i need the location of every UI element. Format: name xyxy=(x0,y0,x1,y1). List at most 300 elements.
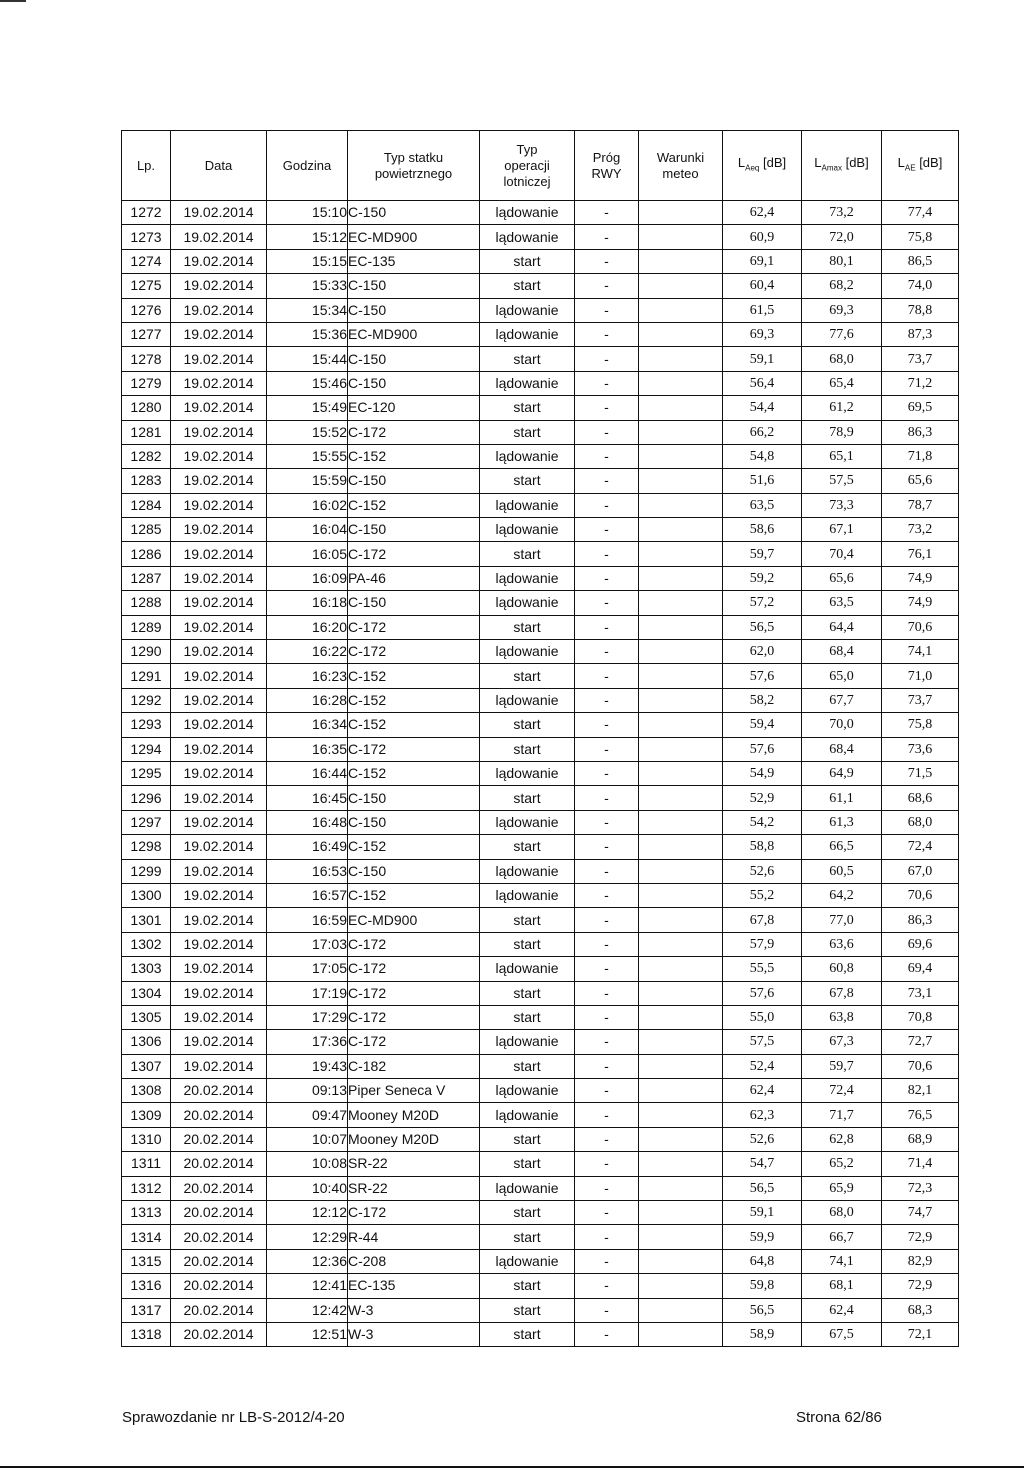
cell-runway: - xyxy=(575,420,639,444)
cell-laeq: 57,9 xyxy=(723,932,802,956)
cell-lae: 68,6 xyxy=(882,786,959,810)
cell-aircraft: EC-120 xyxy=(348,396,480,420)
cell-lamax: 67,5 xyxy=(802,1322,882,1346)
cell-lae: 68,9 xyxy=(882,1127,959,1151)
cell-weather xyxy=(639,1274,723,1298)
cell-aircraft: SR-22 xyxy=(348,1152,480,1176)
cell-operation: lądowanie xyxy=(480,371,575,395)
cell-weather xyxy=(639,1322,723,1346)
cell-lp: 1299 xyxy=(122,859,171,883)
cell-time: 12:36 xyxy=(267,1249,348,1273)
cell-weather xyxy=(639,371,723,395)
cell-lamax: 68,1 xyxy=(802,1274,882,1298)
cell-aircraft: C-208 xyxy=(348,1249,480,1273)
cell-lamax: 64,4 xyxy=(802,615,882,639)
cell-aircraft: C-172 xyxy=(348,957,480,981)
cell-laeq: 60,4 xyxy=(723,274,802,298)
cell-lamax: 63,6 xyxy=(802,932,882,956)
cell-lamax: 63,5 xyxy=(802,591,882,615)
cell-operation: lądowanie xyxy=(480,298,575,322)
cell-lae: 76,1 xyxy=(882,542,959,566)
cell-date: 19.02.2014 xyxy=(171,1030,267,1054)
cell-aircraft: Mooney M20D xyxy=(348,1127,480,1151)
cell-lamax: 74,1 xyxy=(802,1249,882,1273)
cell-laeq: 59,7 xyxy=(723,542,802,566)
cell-time: 16:34 xyxy=(267,713,348,737)
cell-lamax: 61,3 xyxy=(802,810,882,834)
table-row xyxy=(122,396,959,420)
cell-date: 19.02.2014 xyxy=(171,1054,267,1078)
cell-lamax: 68,0 xyxy=(802,347,882,371)
cell-laeq: 54,7 xyxy=(723,1152,802,1176)
cell-lamax: 64,2 xyxy=(802,883,882,907)
cell-laeq: 58,8 xyxy=(723,835,802,859)
table-row xyxy=(122,835,959,859)
cell-operation: start xyxy=(480,908,575,932)
cell-runway: - xyxy=(575,713,639,737)
table-row xyxy=(122,786,959,810)
cell-lamax: 65,1 xyxy=(802,444,882,468)
cell-aircraft: C-152 xyxy=(348,664,480,688)
cell-lp: 1277 xyxy=(122,322,171,346)
cell-runway: - xyxy=(575,810,639,834)
cell-lae: 74,1 xyxy=(882,640,959,664)
cell-weather xyxy=(639,883,723,907)
cell-aircraft: R-44 xyxy=(348,1225,480,1249)
cell-lamax: 77,6 xyxy=(802,322,882,346)
cell-weather xyxy=(639,225,723,249)
cell-operation: start xyxy=(480,1152,575,1176)
cell-lae: 87,3 xyxy=(882,322,959,346)
cell-lae: 69,6 xyxy=(882,932,959,956)
cell-weather xyxy=(639,761,723,785)
cell-weather xyxy=(639,1249,723,1273)
cell-time: 16:45 xyxy=(267,786,348,810)
cell-operation: lądowanie xyxy=(480,1030,575,1054)
cell-operation: lądowanie xyxy=(480,201,575,225)
cell-weather xyxy=(639,591,723,615)
cell-lae: 72,3 xyxy=(882,1176,959,1200)
cell-weather xyxy=(639,1201,723,1225)
noise-measurement-table xyxy=(121,130,959,1347)
cell-date: 19.02.2014 xyxy=(171,835,267,859)
cell-laeq: 66,2 xyxy=(723,420,802,444)
header-lamax: $L_{Amax}$ [dB] xyxy=(802,131,882,201)
cell-weather xyxy=(639,932,723,956)
cell-lamax: 69,3 xyxy=(802,298,882,322)
cell-runway: - xyxy=(575,225,639,249)
cell-operation: start xyxy=(480,396,575,420)
cell-runway: - xyxy=(575,1079,639,1103)
cell-date: 19.02.2014 xyxy=(171,908,267,932)
table-row xyxy=(122,688,959,712)
cell-runway: - xyxy=(575,640,639,664)
cell-time: 15:59 xyxy=(267,469,348,493)
cell-time: 12:41 xyxy=(267,1274,348,1298)
cell-date: 19.02.2014 xyxy=(171,396,267,420)
cell-lamax: 67,7 xyxy=(802,688,882,712)
cell-operation: start xyxy=(480,1127,575,1151)
cell-time: 17:19 xyxy=(267,981,348,1005)
cell-aircraft: C-152 xyxy=(348,761,480,785)
table-row xyxy=(122,518,959,542)
cell-laeq: 59,1 xyxy=(723,347,802,371)
cell-weather xyxy=(639,493,723,517)
cell-date: 19.02.2014 xyxy=(171,322,267,346)
cell-time: 19:43 xyxy=(267,1054,348,1078)
cell-runway: - xyxy=(575,396,639,420)
cell-aircraft: C-172 xyxy=(348,615,480,639)
cell-weather xyxy=(639,1127,723,1151)
cell-lae: 71,8 xyxy=(882,444,959,468)
cell-runway: - xyxy=(575,1103,639,1127)
cell-laeq: 64,8 xyxy=(723,1249,802,1273)
cell-aircraft: C-150 xyxy=(348,518,480,542)
cell-weather xyxy=(639,274,723,298)
cell-lamax: 73,3 xyxy=(802,493,882,517)
cell-lp: 1287 xyxy=(122,566,171,590)
cell-time: 16:20 xyxy=(267,615,348,639)
cell-aircraft: C-152 xyxy=(348,883,480,907)
table-row xyxy=(122,444,959,468)
cell-lp: 1318 xyxy=(122,1322,171,1346)
cell-weather xyxy=(639,444,723,468)
cell-laeq: 52,6 xyxy=(723,1127,802,1151)
cell-time: 15:55 xyxy=(267,444,348,468)
cell-runway: - xyxy=(575,322,639,346)
cell-date: 19.02.2014 xyxy=(171,201,267,225)
cell-aircraft: C-172 xyxy=(348,1005,480,1029)
cell-lamax: 62,4 xyxy=(802,1298,882,1322)
cell-weather xyxy=(639,957,723,981)
cell-lamax: 68,0 xyxy=(802,1201,882,1225)
table-row xyxy=(122,883,959,907)
table-row xyxy=(122,1152,959,1176)
cell-lp: 1298 xyxy=(122,835,171,859)
cell-laeq: 51,6 xyxy=(723,469,802,493)
cell-runway: - xyxy=(575,1054,639,1078)
cell-laeq: 55,0 xyxy=(723,1005,802,1029)
cell-lp: 1314 xyxy=(122,1225,171,1249)
cell-aircraft: C-152 xyxy=(348,688,480,712)
cell-date: 19.02.2014 xyxy=(171,761,267,785)
cell-lp: 1281 xyxy=(122,420,171,444)
cell-weather xyxy=(639,249,723,273)
cell-lamax: 60,5 xyxy=(802,859,882,883)
cell-operation: lądowanie xyxy=(480,322,575,346)
cell-date: 19.02.2014 xyxy=(171,225,267,249)
cell-laeq: 56,5 xyxy=(723,615,802,639)
table-row xyxy=(122,713,959,737)
cell-operation: start xyxy=(480,274,575,298)
cell-aircraft: C-172 xyxy=(348,640,480,664)
cell-runway: - xyxy=(575,1152,639,1176)
cell-operation: lądowanie xyxy=(480,761,575,785)
cell-operation: start xyxy=(480,1298,575,1322)
cell-runway: - xyxy=(575,1274,639,1298)
cell-laeq: 55,5 xyxy=(723,957,802,981)
cell-runway: - xyxy=(575,883,639,907)
cell-weather xyxy=(639,322,723,346)
cell-laeq: 56,4 xyxy=(723,371,802,395)
header-time: Godzina xyxy=(267,131,348,201)
cell-weather xyxy=(639,1005,723,1029)
cell-lae: 86,3 xyxy=(882,908,959,932)
cell-runway: - xyxy=(575,981,639,1005)
cell-lp: 1317 xyxy=(122,1298,171,1322)
cell-laeq: 60,9 xyxy=(723,225,802,249)
cell-date: 20.02.2014 xyxy=(171,1322,267,1346)
cell-lae: 73,7 xyxy=(882,688,959,712)
cell-laeq: 69,3 xyxy=(723,322,802,346)
cell-lae: 72,9 xyxy=(882,1225,959,1249)
cell-lamax: 59,7 xyxy=(802,1054,882,1078)
cell-lp: 1272 xyxy=(122,201,171,225)
cell-operation: lądowanie xyxy=(480,957,575,981)
cell-lp: 1283 xyxy=(122,469,171,493)
cell-time: 16:02 xyxy=(267,493,348,517)
cell-lae: 75,8 xyxy=(882,225,959,249)
cell-lp: 1306 xyxy=(122,1030,171,1054)
cell-time: 15:49 xyxy=(267,396,348,420)
cell-lae: 73,7 xyxy=(882,347,959,371)
cell-time: 16:18 xyxy=(267,591,348,615)
cell-runway: - xyxy=(575,1225,639,1249)
cell-date: 20.02.2014 xyxy=(171,1079,267,1103)
cell-lamax: 64,9 xyxy=(802,761,882,785)
cell-laeq: 62,4 xyxy=(723,201,802,225)
cell-runway: - xyxy=(575,957,639,981)
cell-runway: - xyxy=(575,1201,639,1225)
cell-lae: 69,5 xyxy=(882,396,959,420)
cell-lae: 73,6 xyxy=(882,737,959,761)
cell-laeq: 57,2 xyxy=(723,591,802,615)
cell-date: 19.02.2014 xyxy=(171,420,267,444)
table-row xyxy=(122,249,959,273)
cell-lp: 1292 xyxy=(122,688,171,712)
cell-aircraft: EC-MD900 xyxy=(348,322,480,346)
cell-operation: start xyxy=(480,664,575,688)
table-row xyxy=(122,737,959,761)
cell-lamax: 62,8 xyxy=(802,1127,882,1151)
cell-operation: start xyxy=(480,932,575,956)
cell-lamax: 65,4 xyxy=(802,371,882,395)
header-lae: $L_{AE}$ [dB] xyxy=(882,131,959,201)
cell-lamax: 80,1 xyxy=(802,249,882,273)
cell-lae: 68,0 xyxy=(882,810,959,834)
cell-weather xyxy=(639,810,723,834)
cell-lp: 1295 xyxy=(122,761,171,785)
cell-operation: start xyxy=(480,542,575,566)
cell-operation: lądowanie xyxy=(480,1249,575,1273)
table-body xyxy=(122,201,959,1347)
cell-date: 20.02.2014 xyxy=(171,1298,267,1322)
cell-date: 19.02.2014 xyxy=(171,1005,267,1029)
cell-time: 12:51 xyxy=(267,1322,348,1346)
cell-date: 19.02.2014 xyxy=(171,566,267,590)
cell-lae: 78,8 xyxy=(882,298,959,322)
cell-operation: start xyxy=(480,835,575,859)
cell-lamax: 63,8 xyxy=(802,1005,882,1029)
cell-lp: 1286 xyxy=(122,542,171,566)
cell-weather xyxy=(639,737,723,761)
cell-weather xyxy=(639,786,723,810)
cell-lp: 1275 xyxy=(122,274,171,298)
cell-time: 16:04 xyxy=(267,518,348,542)
cell-lamax: 67,8 xyxy=(802,981,882,1005)
cell-lae: 74,7 xyxy=(882,1201,959,1225)
cell-date: 19.02.2014 xyxy=(171,688,267,712)
cell-date: 19.02.2014 xyxy=(171,444,267,468)
cell-lae: 67,0 xyxy=(882,859,959,883)
table-row xyxy=(122,908,959,932)
cell-lp: 1284 xyxy=(122,493,171,517)
cell-runway: - xyxy=(575,615,639,639)
cell-aircraft: C-150 xyxy=(348,201,480,225)
cell-laeq: 61,5 xyxy=(723,298,802,322)
header-aircraft-type: Typ statku powietrznego xyxy=(348,131,480,201)
cell-laeq: 62,0 xyxy=(723,640,802,664)
cell-laeq: 57,6 xyxy=(723,664,802,688)
cell-operation: lądowanie xyxy=(480,883,575,907)
cell-time: 12:29 xyxy=(267,1225,348,1249)
cell-lp: 1308 xyxy=(122,1079,171,1103)
cell-lae: 74,9 xyxy=(882,591,959,615)
cell-laeq: 54,8 xyxy=(723,444,802,468)
cell-time: 17:36 xyxy=(267,1030,348,1054)
cell-lae: 82,9 xyxy=(882,1249,959,1273)
cell-aircraft: C-150 xyxy=(348,469,480,493)
cell-runway: - xyxy=(575,688,639,712)
cell-laeq: 59,8 xyxy=(723,1274,802,1298)
cell-lp: 1301 xyxy=(122,908,171,932)
table-row xyxy=(122,542,959,566)
table-row xyxy=(122,957,959,981)
cell-weather xyxy=(639,835,723,859)
table-row xyxy=(122,591,959,615)
cell-lamax: 72,4 xyxy=(802,1079,882,1103)
table-row xyxy=(122,566,959,590)
cell-aircraft: EC-MD900 xyxy=(348,908,480,932)
cell-operation: start xyxy=(480,615,575,639)
cell-laeq: 59,4 xyxy=(723,713,802,737)
table-header-row xyxy=(122,131,959,201)
cell-lamax: 68,4 xyxy=(802,737,882,761)
cell-lp: 1278 xyxy=(122,347,171,371)
cell-lae: 71,5 xyxy=(882,761,959,785)
cell-runway: - xyxy=(575,859,639,883)
cell-time: 09:13 xyxy=(267,1079,348,1103)
table-row xyxy=(122,493,959,517)
table-row xyxy=(122,859,959,883)
cell-time: 15:46 xyxy=(267,371,348,395)
cell-operation: start xyxy=(480,249,575,273)
cell-lamax: 71,7 xyxy=(802,1103,882,1127)
cell-aircraft: C-150 xyxy=(348,859,480,883)
cell-time: 17:05 xyxy=(267,957,348,981)
cell-operation: lądowanie xyxy=(480,444,575,468)
cell-date: 19.02.2014 xyxy=(171,810,267,834)
cell-laeq: 58,9 xyxy=(723,1322,802,1346)
cell-lae: 69,4 xyxy=(882,957,959,981)
cell-time: 16:57 xyxy=(267,883,348,907)
cell-date: 19.02.2014 xyxy=(171,347,267,371)
table-row xyxy=(122,810,959,834)
cell-aircraft: PA-46 xyxy=(348,566,480,590)
cell-time: 16:49 xyxy=(267,835,348,859)
cell-aircraft: EC-MD900 xyxy=(348,225,480,249)
cell-time: 09:47 xyxy=(267,1103,348,1127)
cell-time: 12:12 xyxy=(267,1201,348,1225)
cell-laeq: 59,9 xyxy=(723,1225,802,1249)
cell-date: 19.02.2014 xyxy=(171,298,267,322)
cell-operation: start xyxy=(480,786,575,810)
cell-date: 19.02.2014 xyxy=(171,713,267,737)
cell-lae: 70,8 xyxy=(882,1005,959,1029)
cell-aircraft: Piper Seneca V xyxy=(348,1079,480,1103)
cell-weather xyxy=(639,396,723,420)
cell-laeq: 57,6 xyxy=(723,981,802,1005)
cell-lamax: 68,2 xyxy=(802,274,882,298)
cell-lae: 70,6 xyxy=(882,883,959,907)
cell-time: 15:12 xyxy=(267,225,348,249)
cell-weather xyxy=(639,347,723,371)
table-row xyxy=(122,1079,959,1103)
cell-weather xyxy=(639,664,723,688)
cell-lae: 68,3 xyxy=(882,1298,959,1322)
cell-runway: - xyxy=(575,908,639,932)
cell-time: 16:28 xyxy=(267,688,348,712)
table-row xyxy=(122,1274,959,1298)
cell-operation: lądowanie xyxy=(480,518,575,542)
cell-weather xyxy=(639,201,723,225)
cell-lamax: 67,1 xyxy=(802,518,882,542)
cell-weather xyxy=(639,1298,723,1322)
cell-operation: lądowanie xyxy=(480,1103,575,1127)
cell-runway: - xyxy=(575,932,639,956)
cell-date: 19.02.2014 xyxy=(171,542,267,566)
cell-time: 12:42 xyxy=(267,1298,348,1322)
cell-operation: start xyxy=(480,1005,575,1029)
table-row xyxy=(122,1298,959,1322)
cell-lae: 72,4 xyxy=(882,835,959,859)
cell-operation: lądowanie xyxy=(480,1079,575,1103)
table-row xyxy=(122,761,959,785)
cell-lp: 1311 xyxy=(122,1152,171,1176)
table-row xyxy=(122,1103,959,1127)
cell-lamax: 67,3 xyxy=(802,1030,882,1054)
cell-lamax: 65,0 xyxy=(802,664,882,688)
header-weather: Warunki meteo xyxy=(639,131,723,201)
cell-date: 19.02.2014 xyxy=(171,493,267,517)
cell-lae: 73,1 xyxy=(882,981,959,1005)
cell-runway: - xyxy=(575,1298,639,1322)
cell-runway: - xyxy=(575,1176,639,1200)
cell-runway: - xyxy=(575,1322,639,1346)
cell-lp: 1304 xyxy=(122,981,171,1005)
cell-lamax: 72,0 xyxy=(802,225,882,249)
cell-time: 16:05 xyxy=(267,542,348,566)
header-runway-threshold: Próg RWY xyxy=(575,131,639,201)
cell-lamax: 78,9 xyxy=(802,420,882,444)
cell-lamax: 61,2 xyxy=(802,396,882,420)
cell-runway: - xyxy=(575,1249,639,1273)
cell-operation: start xyxy=(480,981,575,1005)
cell-aircraft: C-172 xyxy=(348,1201,480,1225)
cell-lp: 1307 xyxy=(122,1054,171,1078)
cell-date: 20.02.2014 xyxy=(171,1225,267,1249)
cell-time: 15:52 xyxy=(267,420,348,444)
